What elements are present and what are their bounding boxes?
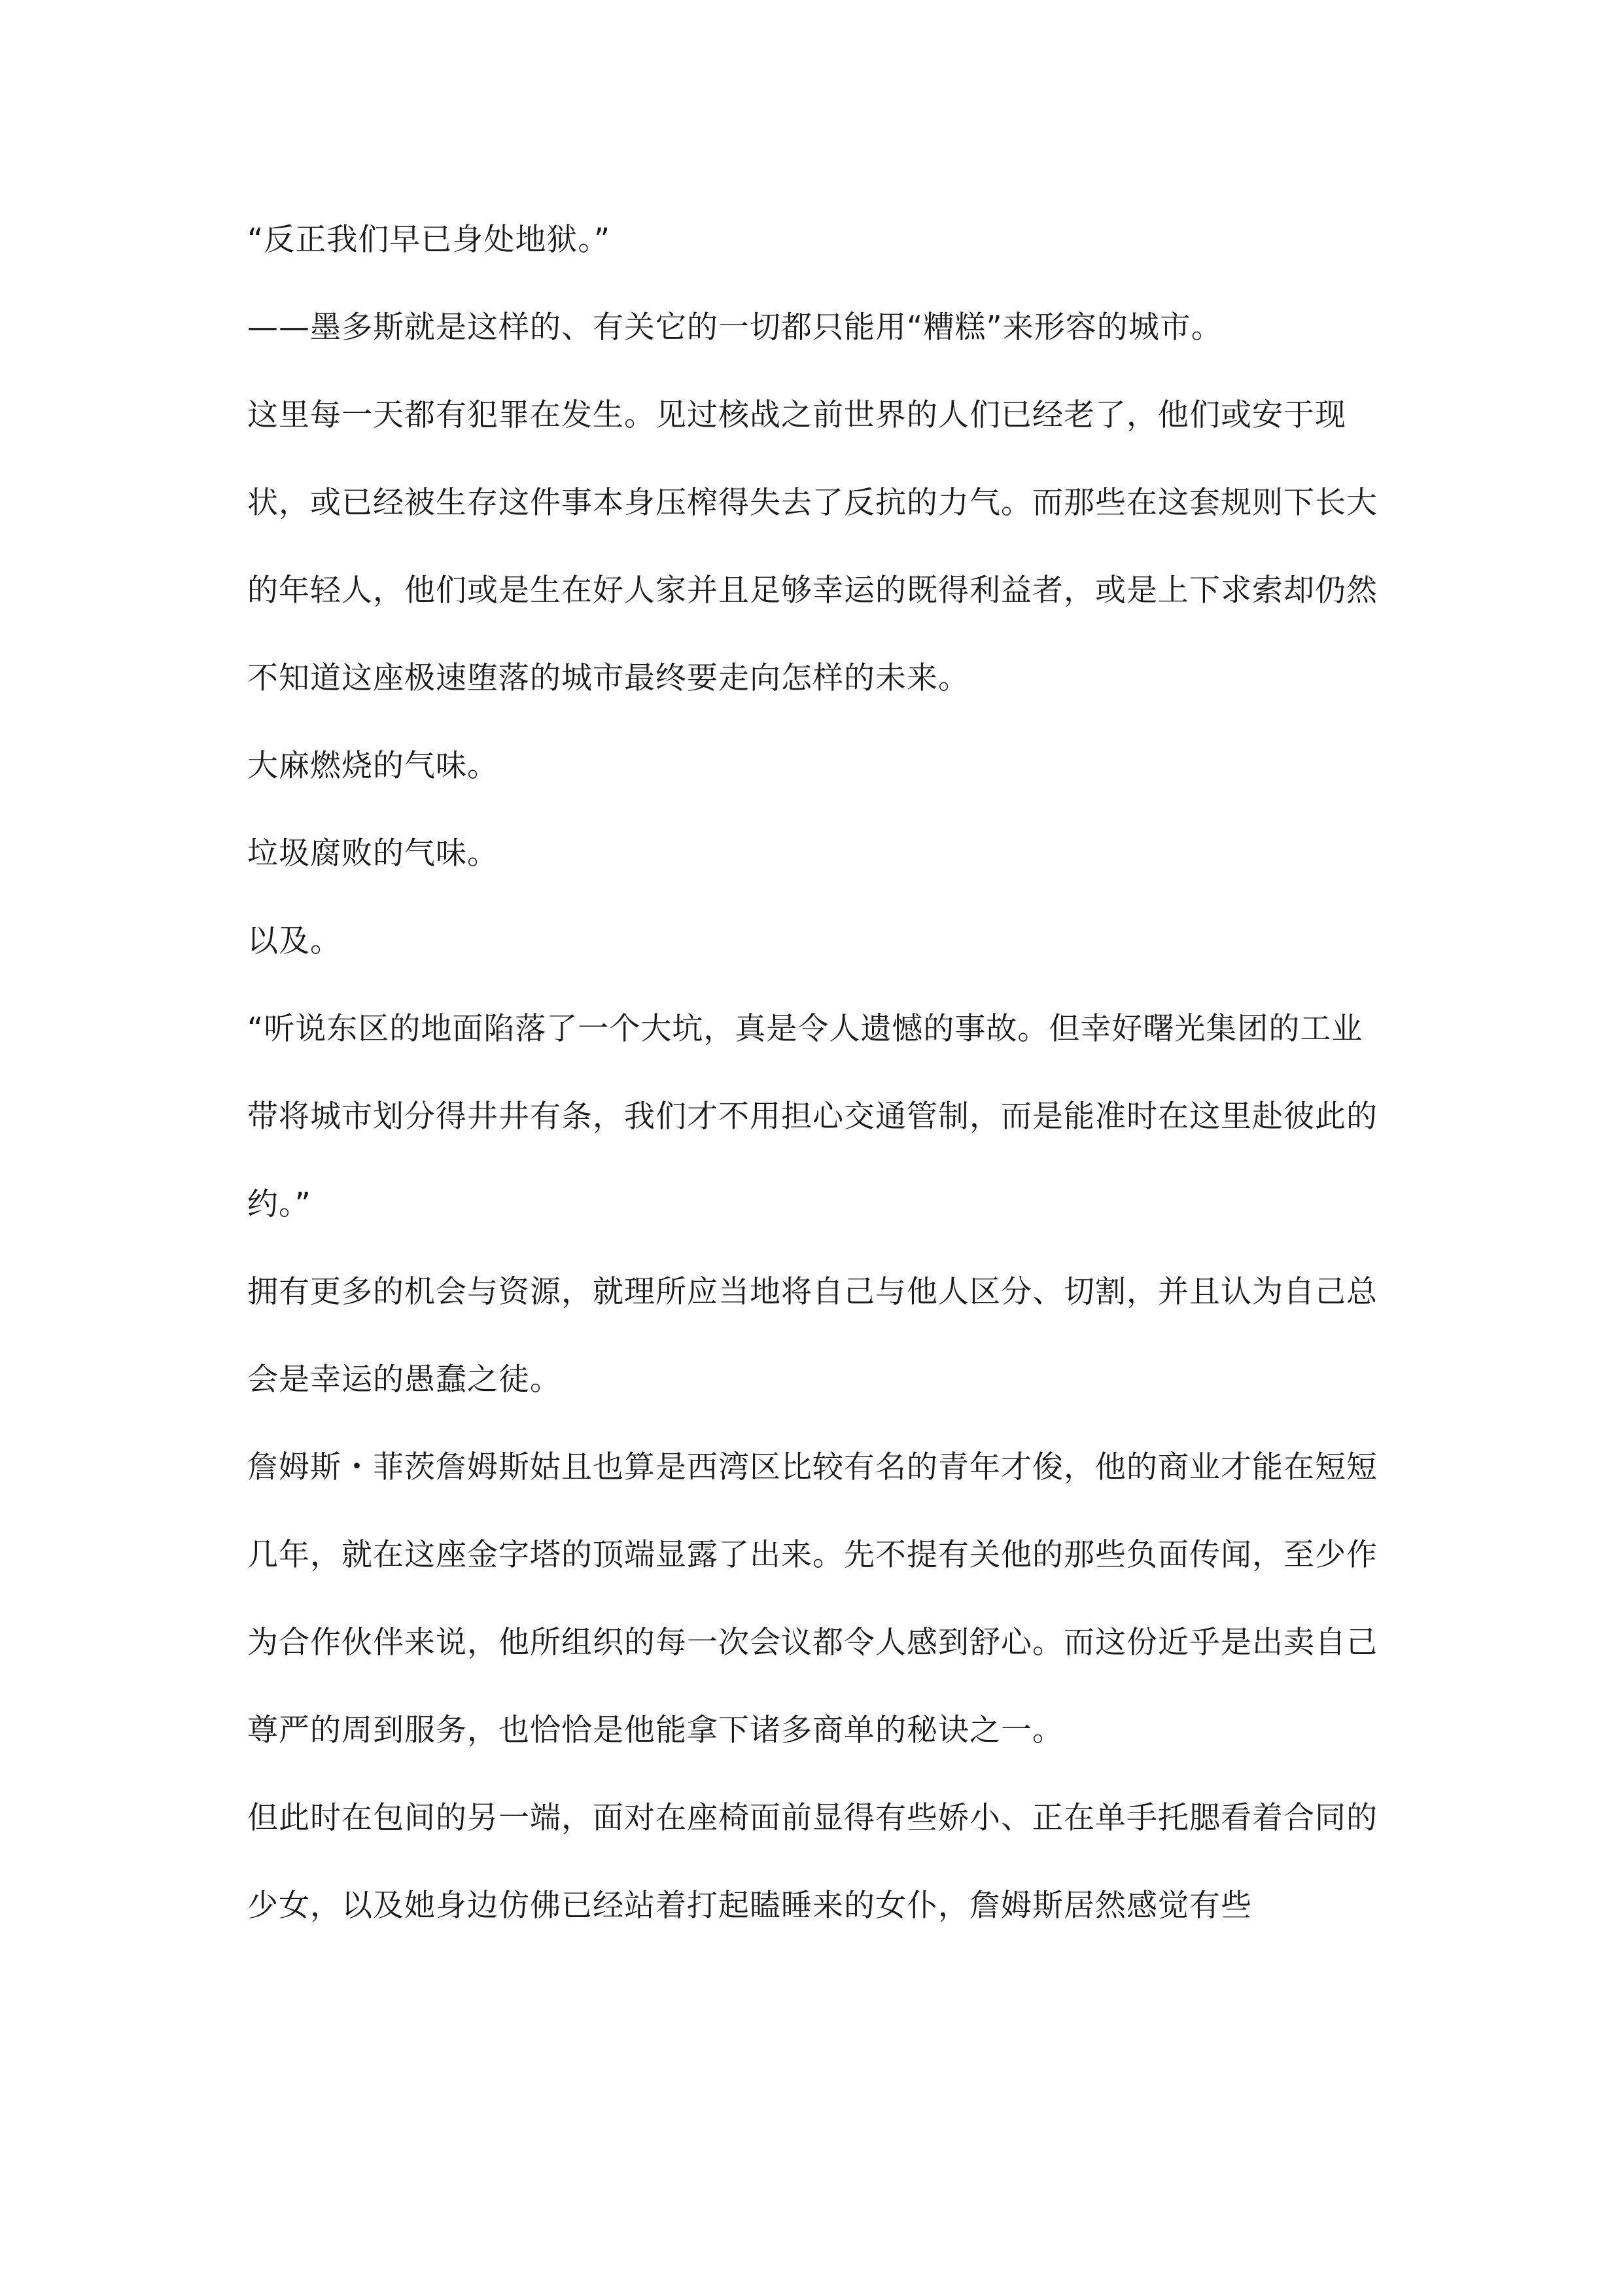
paragraph-crime: 这里每一天都有犯罪在发生。见过核战之前世界的人们已经老了，他们或安于现状，或已经被生存这件事本身压榨得失去了反抗的力气。而那些在这套规则下长大的年轻人，他们或是生在好人家并且足够幸运的既得利益者，或是上下求索却仍然不知道这座极速堕落的城市最终要走向怎样的未来。 (247, 397, 1378, 696)
paragraph-smell-garbage: 垃圾腐败的气味。 (247, 836, 498, 872)
paragraph-james: 詹姆斯・菲茨詹姆斯姑且也算是西湾区比较有名的青年才俊，他的商业才能在短短几年，就在这座金字塔的顶端显露了出来。先不提有关他的那些负面传闻，至少作为合作伙伴来说，他所组织的每一次会议都令人感到舒心。而这份近乎是出卖自己尊严的周到服务，也恰恰是他能拿下诸多商单的秘诀之一。 (247, 1449, 1378, 1748)
body-text (247, 196, 1379, 1950)
paragraph-and: 以及。 (247, 923, 341, 959)
paragraph-smell-cannabis: 大麻燃烧的气味。 (247, 748, 498, 784)
paragraph-city-description: ——墨多斯就是这样的、有关它的一切都只能用“糟糕”来形容的城市。 (247, 309, 1223, 345)
paragraph-quote-hell: “反正我们早已身处地狱。” (247, 222, 611, 258)
paragraph-girl-contract: 但此时在包间的另一端，面对在座椅面前显得有些娇小、正在单手托腮看着合同的少女，以及她身边仿佛已经站着打起瞌睡来的女仆，詹姆斯居然感觉有些 (247, 1800, 1378, 1924)
paragraph-privilege: 拥有更多的机会与资源，就理所应当地将自己与他人区分、切割，并且认为自己总会是幸运的愚蠢之徒。 (247, 1274, 1378, 1398)
paragraph-east-district-quote: “听说东区的地面陷落了一个大坑，真是令人遗憾的事故。但幸好曙光集团的工业带将城市划分得井井有条，我们才不用担心交通管制，而是能准时在这里赴彼此的约。” (247, 1011, 1378, 1222)
